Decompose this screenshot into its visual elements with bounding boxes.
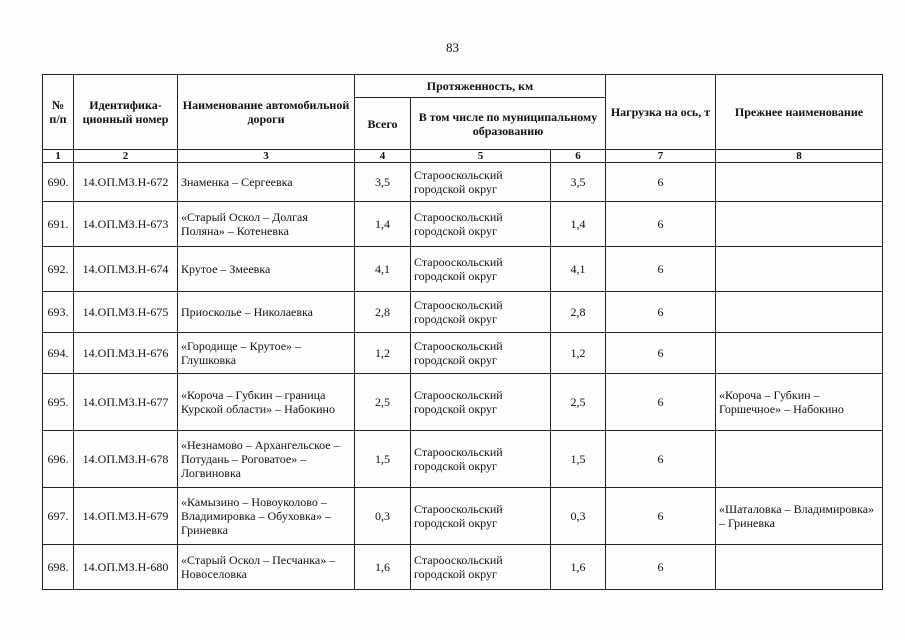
row-former-name: «Шаталовка – Владимировка» – Гриневка <box>716 488 883 545</box>
table-row <box>43 431 883 488</box>
row-municipality: Старооскольский городской округ <box>411 292 551 333</box>
row-id: 14.ОП.МЗ.Н-674 <box>74 247 178 292</box>
row-municipality: Старооскольский городской округ <box>411 202 551 247</box>
table-row <box>43 545 883 590</box>
table-row <box>43 247 883 292</box>
row-length: 1,2 <box>551 333 606 374</box>
column-number: 3 <box>178 150 355 163</box>
row-id: 14.ОП.МЗ.Н-678 <box>74 431 178 488</box>
column-number: 4 <box>355 150 411 163</box>
row-load: 6 <box>606 247 716 292</box>
header-name: Наименование автомобильной дороги <box>178 75 355 150</box>
row-length: 1,4 <box>551 202 606 247</box>
row-load: 6 <box>606 488 716 545</box>
row-total: 4,1 <box>355 247 411 292</box>
row-road-name: Крутое – Змеевка <box>178 247 355 292</box>
row-total: 1,2 <box>355 333 411 374</box>
row-id: 14.ОП.МЗ.Н-679 <box>74 488 178 545</box>
row-municipality: Старооскольский городской округ <box>411 247 551 292</box>
column-number: 6 <box>551 150 606 163</box>
row-total: 2,5 <box>355 374 411 431</box>
row-road-name: «Незнамово – Архангельское – Потудань – Роговатое» – Логвиновка <box>178 431 355 488</box>
column-numbers-row <box>43 150 883 163</box>
row-id: 14.ОП.МЗ.Н-672 <box>74 163 178 202</box>
table-row <box>43 202 883 247</box>
row-municipality: Старооскольский городской округ <box>411 333 551 374</box>
row-former-name <box>716 545 883 590</box>
roads-registry-table <box>42 74 883 590</box>
row-num: 698. <box>43 545 74 590</box>
column-number: 8 <box>716 150 883 163</box>
row-id: 14.ОП.МЗ.Н-677 <box>74 374 178 431</box>
row-total: 1,5 <box>355 431 411 488</box>
row-municipality: Старооскольский городской округ <box>411 545 551 590</box>
row-road-name: «Короча – Губкин – граница Курской области» – Набокино <box>178 374 355 431</box>
row-load: 6 <box>606 292 716 333</box>
table-row <box>43 488 883 545</box>
row-num: 692. <box>43 247 74 292</box>
header-length-group: Протяженность, км <box>355 75 606 98</box>
row-load: 6 <box>606 545 716 590</box>
row-municipality: Старооскольский городской округ <box>411 431 551 488</box>
row-id: 14.ОП.МЗ.Н-673 <box>74 202 178 247</box>
row-load: 6 <box>606 374 716 431</box>
page-number: 83 <box>446 40 459 55</box>
row-road-name: «Старый Оскол – Долгая Поляна» – Котеневка <box>178 202 355 247</box>
row-length: 0,3 <box>551 488 606 545</box>
row-municipality: Старооскольский городской округ <box>411 488 551 545</box>
row-length: 4,1 <box>551 247 606 292</box>
row-total: 1,6 <box>355 545 411 590</box>
row-total: 2,8 <box>355 292 411 333</box>
row-former-name <box>716 292 883 333</box>
row-road-name: «Камызино – Новоуколово – Владимировка – Обуховка» – Гриневка <box>178 488 355 545</box>
header-load: Нагрузка на ось, т <box>606 75 716 150</box>
row-municipality: Старооскольский городской округ <box>411 374 551 431</box>
row-load: 6 <box>606 431 716 488</box>
header-former: Прежнее наименование <box>716 75 883 150</box>
row-num: 691. <box>43 202 74 247</box>
row-former-name <box>716 247 883 292</box>
row-length: 3,5 <box>551 163 606 202</box>
column-number: 1 <box>43 150 74 163</box>
row-former-name <box>716 163 883 202</box>
row-length: 1,6 <box>551 545 606 590</box>
row-num: 697. <box>43 488 74 545</box>
row-former-name: «Короча – Губкин – Горшечное» – Набокино <box>716 374 883 431</box>
row-num: 690. <box>43 163 74 202</box>
header-row-1 <box>43 75 883 98</box>
row-former-name <box>716 333 883 374</box>
header-num: № п/п <box>43 75 74 150</box>
row-length: 1,5 <box>551 431 606 488</box>
row-id: 14.ОП.МЗ.Н-676 <box>74 333 178 374</box>
row-num: 695. <box>43 374 74 431</box>
table-row <box>43 163 883 202</box>
row-road-name: «Городище – Крутое» – Глушковка <box>178 333 355 374</box>
header-total: Всего <box>355 98 411 150</box>
row-road-name: «Старый Оскол – Песчанка» – Новоселовка <box>178 545 355 590</box>
row-total: 0,3 <box>355 488 411 545</box>
row-road-name: Приосколье – Николаевка <box>178 292 355 333</box>
row-id: 14.ОП.МЗ.Н-680 <box>74 545 178 590</box>
row-load: 6 <box>606 202 716 247</box>
row-num: 694. <box>43 333 74 374</box>
row-length: 2,5 <box>551 374 606 431</box>
row-municipality: Старооскольский городской округ <box>411 163 551 202</box>
row-total: 3,5 <box>355 163 411 202</box>
header-id: Идентифика-ционный номер <box>74 75 178 150</box>
row-load: 6 <box>606 163 716 202</box>
row-former-name <box>716 202 883 247</box>
column-number: 5 <box>411 150 551 163</box>
column-number: 7 <box>606 150 716 163</box>
table-row <box>43 292 883 333</box>
row-former-name <box>716 431 883 488</box>
row-num: 693. <box>43 292 74 333</box>
row-id: 14.ОП.МЗ.Н-675 <box>74 292 178 333</box>
row-load: 6 <box>606 333 716 374</box>
table-row <box>43 333 883 374</box>
table-row <box>43 374 883 431</box>
row-length: 2,8 <box>551 292 606 333</box>
row-road-name: Знаменка – Сергеевка <box>178 163 355 202</box>
row-total: 1,4 <box>355 202 411 247</box>
row-num: 696. <box>43 431 74 488</box>
header-municipal: В том числе по муниципальному образованию <box>411 98 606 150</box>
column-number: 2 <box>74 150 178 163</box>
